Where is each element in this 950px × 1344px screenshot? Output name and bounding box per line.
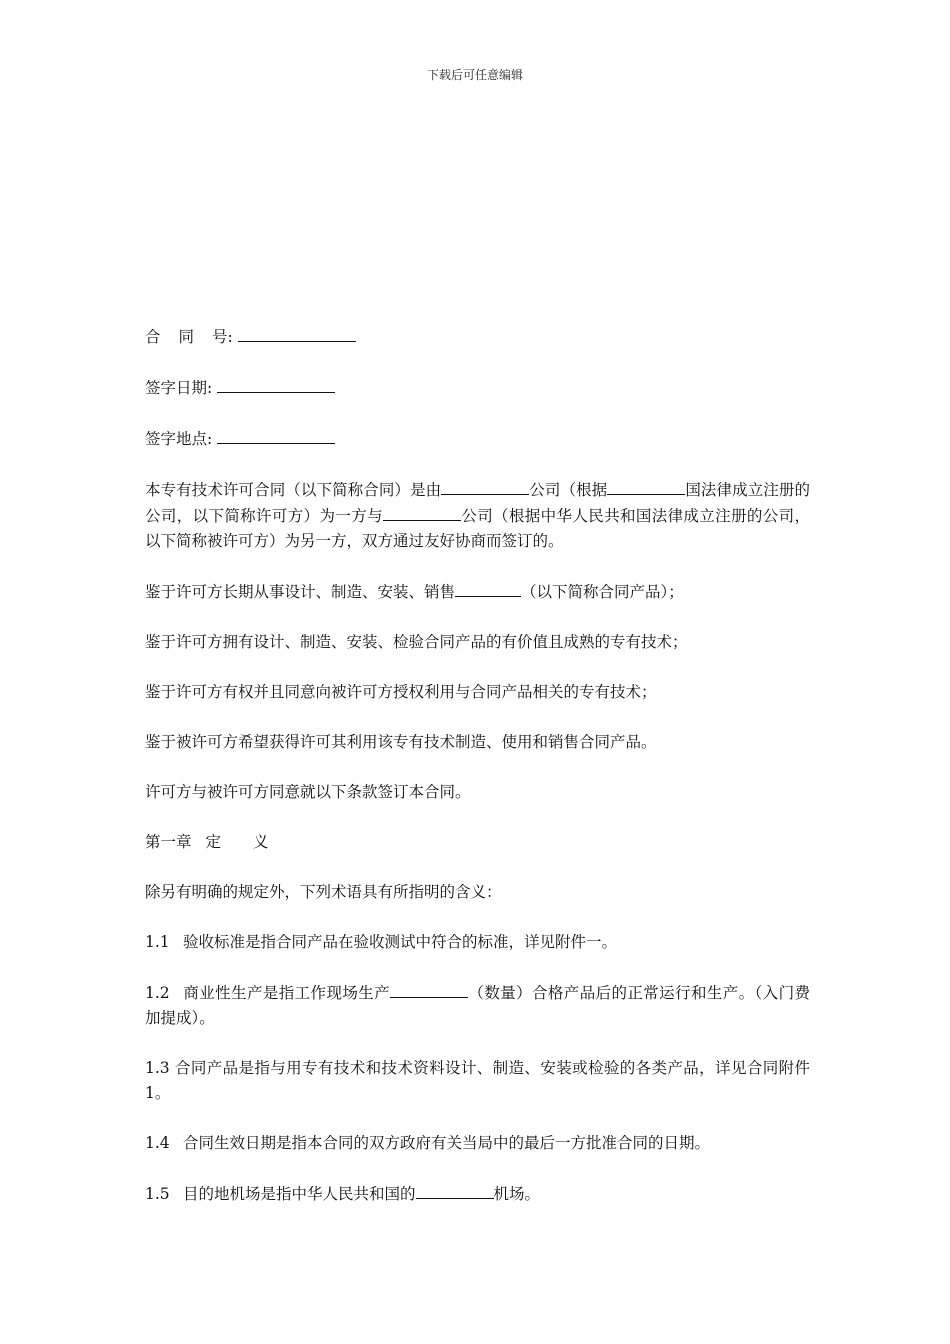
contract-number-label: 同 [178,328,195,346]
sign-date-blank[interactable] [217,375,335,393]
sign-date-field [145,375,810,401]
licensor-country-blank[interactable] [607,477,685,495]
contract-number-field [145,324,810,350]
licensee-name-blank[interactable] [383,503,461,521]
clause-1-1: 1.1 验收标准是指合同产品在验收测试中符合的标准，详见附件一。 [145,933,618,951]
recital-1: 鉴于许可方长期从事设计、制造、安装、销售 （以下简称合同产品）； [145,579,810,605]
sign-place-blank[interactable] [217,426,335,444]
clause-1-3: 1.3 合同产品是指与用专有技术和技术资料设计、制造、安装或检验的各类产品，详见合同附件 1。 [145,1059,810,1102]
licensor-name-blank[interactable] [441,477,529,495]
document-body [145,324,810,1232]
recital-2: 鉴于许可方拥有设计、制造、安装、检验合同产品的有价值且成熟的专有技术； [145,633,688,651]
intro-paragraph: 本专有技术许可合同（以下简称合同）是由 公司（根据 国法律成立注册的公司，以下简称许可方）为一方与 公司（根据中华人民共和国法律成立注册的公司，以下简称被许可方）为另一方，双方通过友好协商而签订的。 [145,477,810,554]
recital-3: 鉴于许可方有权并且同意向被许可方授权利用与合同产品相关的专有技术； [145,683,657,701]
clause-1-5: 1.5 目的地机场是指中华人民共和国的 机场。 [145,1181,810,1207]
recital-4: 鉴于被许可方希望获得许可其利用该专有技术制造、使用和销售合同产品。 [145,733,657,751]
contract-number-blank[interactable] [238,324,356,342]
airport-blank[interactable] [416,1181,494,1199]
chapter-intro: 除另有明确的规定外，下列术语具有所指明的含义： [145,883,502,901]
contract-number-label: 号: [212,328,233,346]
header-note: 下载后可任意编辑 [426,68,523,82]
quantity-blank[interactable] [390,980,468,998]
contract-number-label: 合 [145,328,161,346]
chapter-title: 第一章 定 义 [145,833,269,851]
clause-1-4: 1.4 合同生效日期是指本合同的双方政府有关当局中的最后一方批准合同的日期。 [145,1134,711,1152]
clause-1-2: 1.2 商业性生产是指工作现场生产 （数量）合格产品后的正常运行和生产。（入门费加提成）。 [145,980,810,1031]
sign-place-label: 签字地点: [145,430,213,448]
recital-5: 许可方与被许可方同意就以下条款签订本合同。 [145,783,471,801]
product-blank[interactable] [455,579,521,597]
sign-place-field [145,426,810,452]
sign-date-label: 签字日期: [145,379,213,397]
